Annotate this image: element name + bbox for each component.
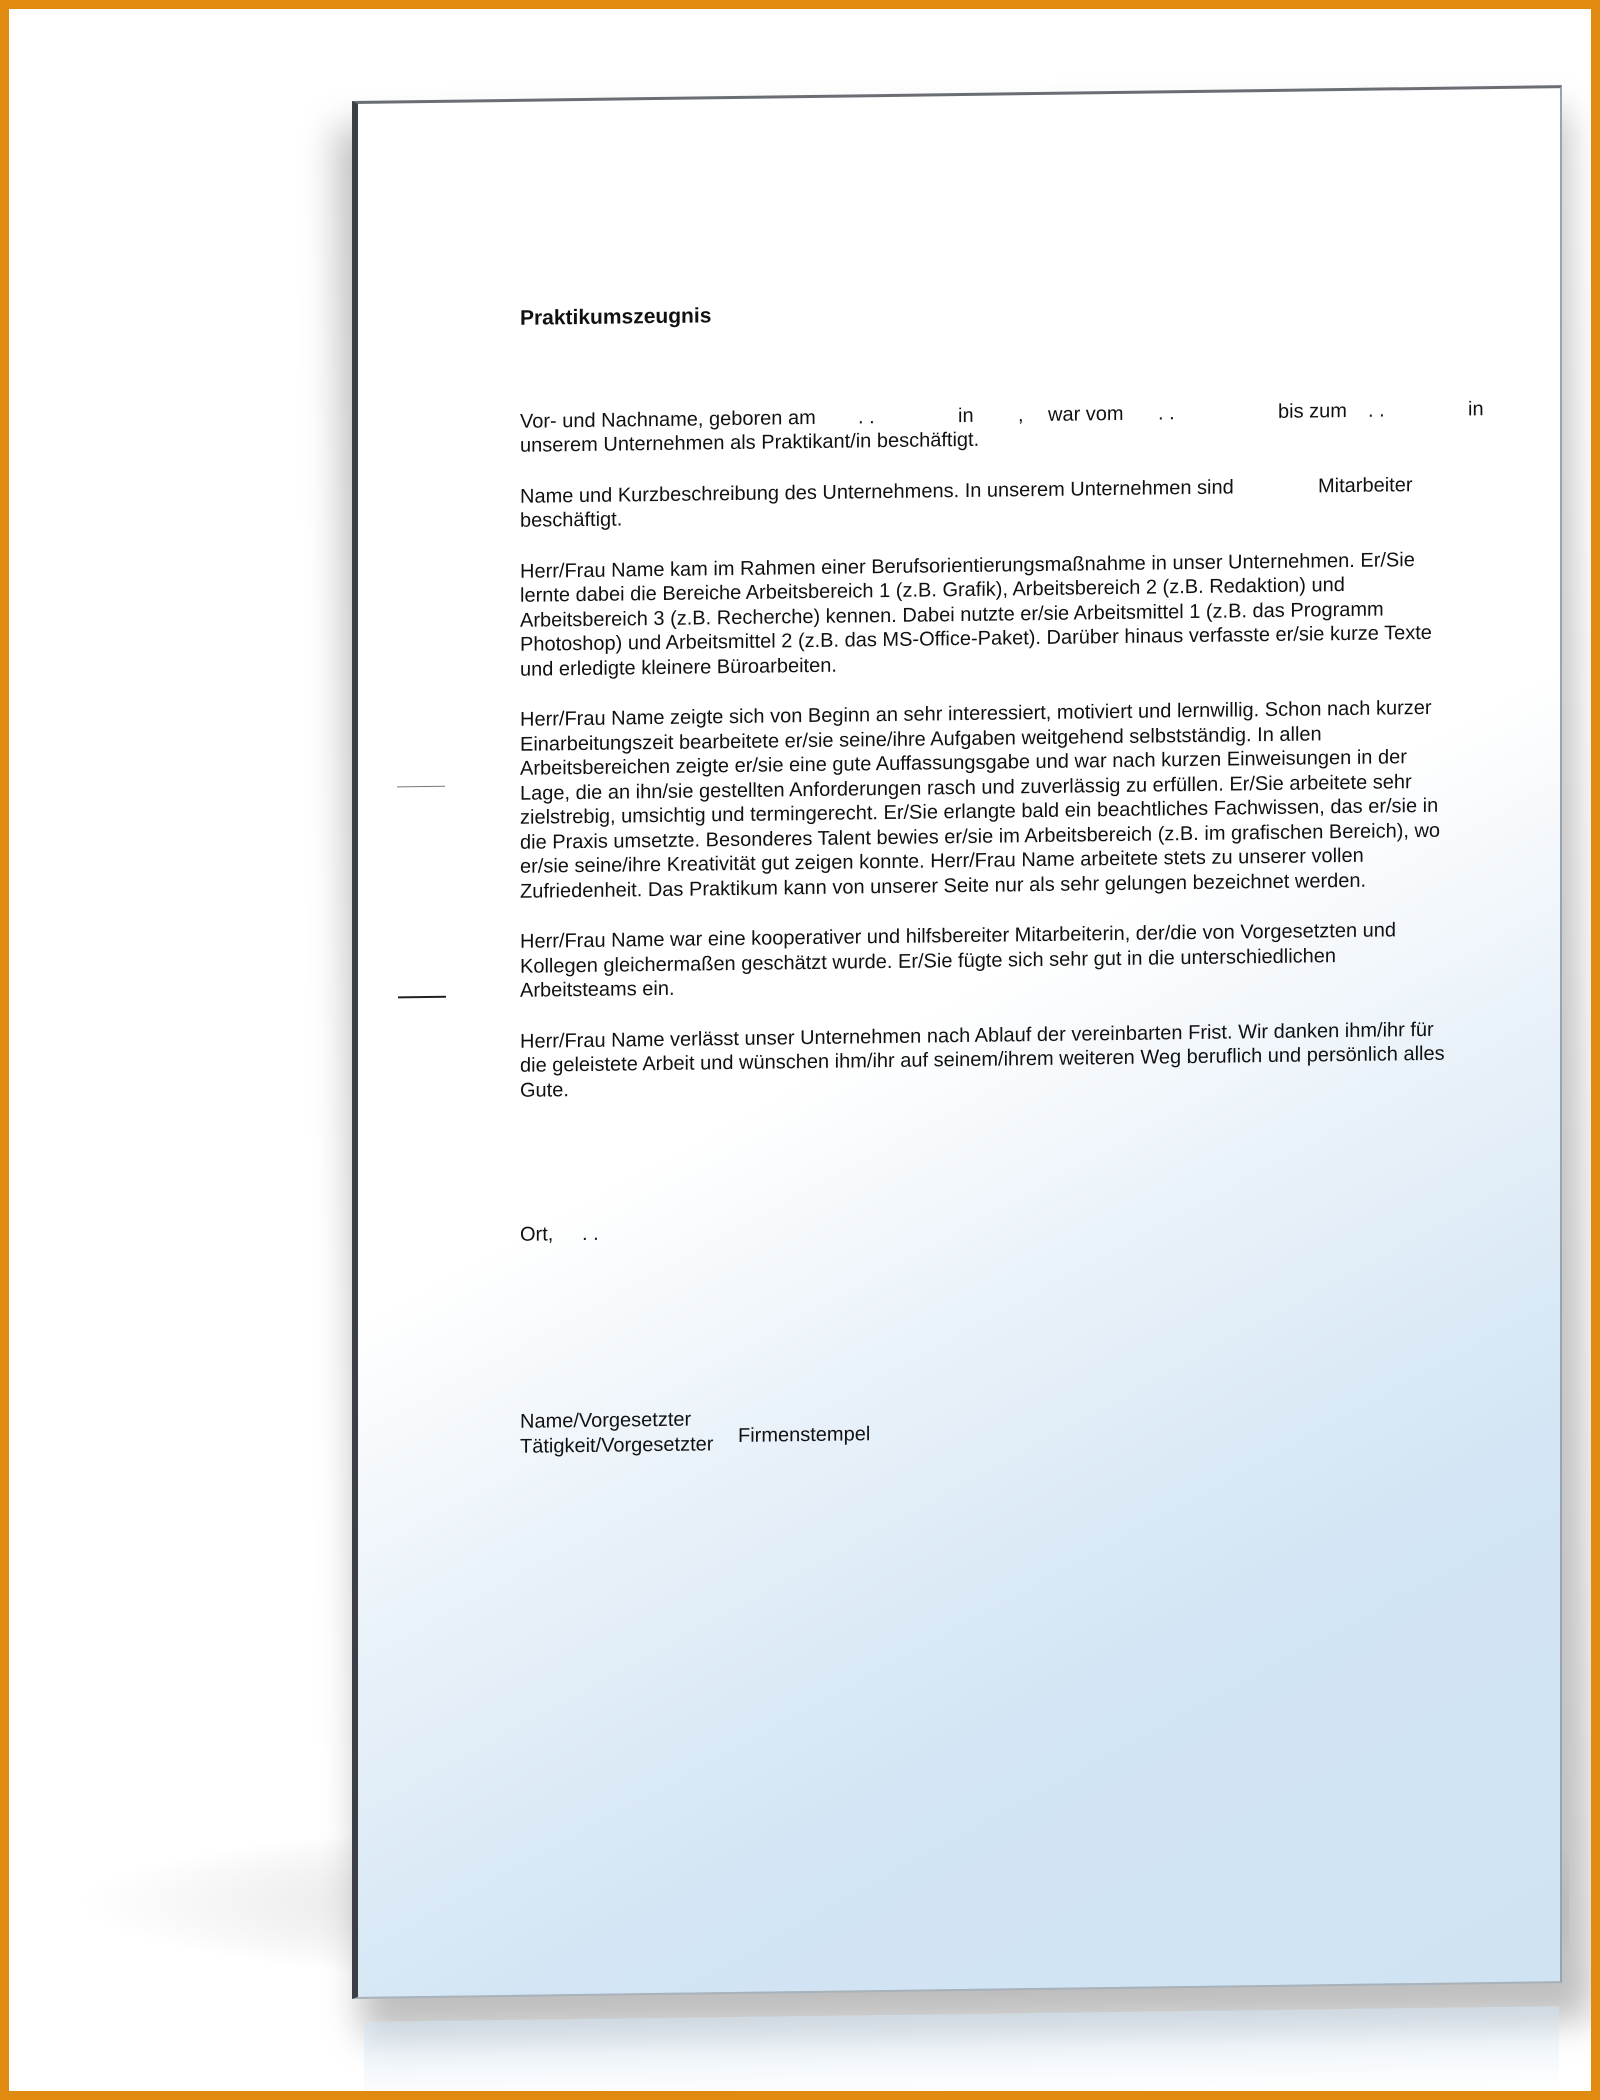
- document-content: [520, 295, 1484, 1460]
- place-label: Ort,: [520, 1223, 554, 1246]
- company-stamp-label: Firmenstempel: [738, 1423, 871, 1447]
- bis-zum-label: bis zum: [1278, 399, 1347, 423]
- document-page: [352, 85, 1562, 1999]
- page-reflection: [364, 2006, 1559, 2100]
- start-date-placeholder: . .: [1158, 401, 1175, 424]
- in-label: in: [958, 404, 974, 427]
- company-paragraph: [520, 472, 1455, 533]
- employees-label: Mitarbeiter: [1318, 473, 1413, 497]
- company-text: Name und Kurzbeschreibung des Unternehmens. In unserem Unternehmen sind: [520, 475, 1234, 508]
- performance-paragraph: Herr/Frau Name zeigte sich von Beginn an sehr interessiert, motiviert und lernwillig. Schon nach kurzer Einarbeitungszeit bearbeitete er/sie seine/ihre Aufgaben weitgehend selbstständig. In allen Arbeitsbereichen zeigte er/sie eine gute Auffassungsgabe und war nach kurzen Einweisungen in der Lage, die an ihn/sie gestellten Anforderungen rasch und zuverlässig zu erfüllen. Er/Sie arbeitete sehr zielstrebig, umsichtig und termingerecht. Er/Sie erlangte bald ein beachtliches Fachwissen, das er/sie in die Praxis umsetzte. Besonderes Talent bewies er/sie im Arbeitsbereich (z.B. im grafischen Bereich), wo er/sie seine/ihre Kreativität gut zeigen konnte. Herr/Frau Name arbeitete stets zu unserer vollen Zufriedenheit. Das Praktikum kann von unserer Seite nur als sehr gelungen bezeichnet werden.: [520, 696, 1441, 903]
- birth-date-placeholder: . .: [858, 405, 875, 428]
- punch-mark: [398, 996, 446, 999]
- intro-line-2: unserem Unternehmen als Praktikant/in beschäftigt.: [520, 428, 980, 457]
- signature-block: [520, 1398, 1455, 1460]
- signer-role: Tätigkeit/Vorgesetzter: [520, 1433, 714, 1458]
- comma: ,: [1018, 403, 1024, 426]
- company-line-2: beschäftigt.: [520, 508, 623, 532]
- signer-name: Name/Vorgesetzter: [520, 1408, 692, 1433]
- in-label-2: in: [1468, 397, 1484, 420]
- behavior-paragraph: Herr/Frau Name war eine kooperativer und hilfsbereiter Mitarbeiterin, der/die von Vorgesetzten und Kollegen gleichermaßen geschätzt wurde. Er/Sie fügte sich sehr gut in die unterschiedlichen Arbeitsteams ein.: [520, 919, 1396, 1002]
- fold-mark: [397, 786, 445, 788]
- end-date-placeholder: . .: [1368, 398, 1385, 422]
- document-title: Praktikumszeugnis: [520, 304, 712, 330]
- place-date-line: [520, 1211, 1455, 1248]
- intro-text: Vor- und Nachname, geboren am: [520, 406, 816, 433]
- intro-paragraph: [520, 397, 1484, 458]
- date-placeholder: . .: [582, 1222, 599, 1245]
- war-vom-label: war vom: [1048, 402, 1124, 426]
- tasks-paragraph: Herr/Frau Name kam im Rahmen einer Berufsorientierungsmaßnahme in unser Unternehmen. Er/Sie lernte dabei die Bereiche Arbeitsbereich 1 (z.B. Grafik), Arbeitsbereich 2 (z.B. Redaktion) und Arbeitsbereich 3 (z.B. Recherche) kennen. Dabei nutzte er/sie Arbeitsmittel 1 (z.B. das Programm Photoshop) und Arbeitsmittel 2 (z.B. das MS-Office-Paket). Darüber hinaus verfasste er/sie kurze Texte und erledigte kleinere Büroarbeiten.: [520, 548, 1432, 681]
- closing-paragraph: Herr/Frau Name verlässt unser Unternehmen nach Ablauf der vereinbarten Frist. Wir danken ihm/ihr für die geleistete Arbeit und wünschen ihm/ihr auf seinem/ihrem weiteren Weg beruflich und persönlich alles Gute.: [520, 1018, 1445, 1102]
